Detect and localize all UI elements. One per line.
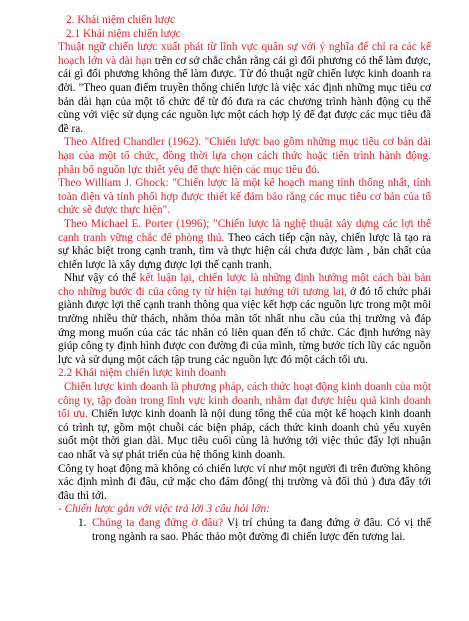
paragraph-conclusion-end: ở đó tổ chức phải giành được lợi thế cạnh tranh thông qua việc kết hợp các nguồn lực trong một môi trường nhiều thử thách, nhằm thỏa mãn tốt nhất nhu cầu của thị trường và đáp ứng mong muốn của các tác nhân có liên quan đến tổ chức. Các định hướng này giúp công ty định hình được con đường đi của mình, từng bước tích lũy các nguồn lực và sử dụng một cách tập trung các nguồn lực đó một cách tối ưu. xyxy=(58,285,431,366)
heading-concept-strategy: 2. Khái niệm chiến lược xyxy=(66,14,176,26)
paragraph-business-strategy xyxy=(58,381,431,463)
subheading-2-2: 2.2 Khái niệm chiến lược kinh doanh xyxy=(58,367,227,380)
paragraph-porter xyxy=(58,218,431,272)
paragraph-company-metaphor: Công ty hoạt động mà không có chiến lược ví như một người đi trên đường không xác định mình đi đâu, cứ mặc cho đám đông( thị trường và đối thủ ) đưa đẩy tới đâu thì tới. xyxy=(58,462,431,502)
list-item-text xyxy=(92,517,431,544)
paragraph-ghock: Theo William J. Ghock: "Chiến lược là một kế hoạch mang tính thống nhất, tính toàn diện và tính phối hợp được thiết kế đảm bảo rằng các mục tiêu cơ bản của tổ chức sẽ được thực hiện". xyxy=(58,177,431,217)
paragraph-three-questions: - Chiến lược gắn với việc trả lời 3 câu hỏi lớn: xyxy=(58,503,270,516)
paragraph-business-strategy-black: Chiến lược kinh doanh là nội dung tổng thể của một kế hoạch kinh doanh có trình tự, gồm một chuỗi các biện pháp, cách thức kinh doanh chủ yếu xuyên suốt một thời gian dài. Mục tiêu cuối cùng là hướng tới việc thúc đẩy lợi nhuận cao nhất và sự phát triển của hệ thống kinh doanh. xyxy=(58,408,431,461)
paragraph-conclusion-red: kết luận lại, chiến lược là những định hướng một cách bài bản cho những bước đi của công ty từ hiện tại hướng tới tương lai, xyxy=(58,272,431,298)
paragraph-business-strategy-red: Chiến lược kinh doanh là phương pháp, cách thức hoạt động kinh doanh của một công ty, tập đoàn trong lĩnh vực kinh doanh, nhằm đạt được hiệu quả kinh doanh tối ưu. xyxy=(58,381,431,421)
list-item xyxy=(58,517,431,544)
paragraph-conclusion-start: Như vậy có thể xyxy=(64,272,140,285)
question-list xyxy=(58,517,431,544)
paragraph-porter-black: Theo cách tiếp cận này, chiến lược là tạo ra sự khác biệt trong cạnh tranh, tìm và thực hiện cái chưa được làm , bản chất của chiến lược là xây dựng được lợi thế cạnh tranh. xyxy=(58,231,432,271)
paragraph-porter-red: Theo Michael E. Porter (1996); "Chiến lược là nghệ thuật xây dựng các lợi thế cạnh tranh vững chắc để phòng thủ. xyxy=(58,217,431,244)
paragraph-conclusion xyxy=(58,272,431,367)
list-number: 1. xyxy=(78,516,87,529)
list-item-answer: Vị trí chúng ta đang đứng ở đâu. Có vị thế trong ngành ra sao. Phác thảo một đường đi chiến lược đến tương lai. xyxy=(92,516,431,543)
paragraph-chandler: Theo Alfred Chandler (1962). "Chiến lược bao gồm những mục tiêu cơ bản dài hạn của một tổ chức, đồng thời lựa chọn cách thức hoặc tiến trình hành động. phân bổ nguồn lực thiết yếu để thực hiện các mục tiêu đó. xyxy=(58,136,431,176)
paragraph-origin-black: trên cơ sở chắc chắn rằng cái gì đối phương có thể làm được, cái gì đối phương không thể làm được. Từ đó thuật ngữ chiến lược kinh doanh ra đời. "Theo quan điểm truyền thống chiến lược là việc xác định những mục tiêu cơ bản dài hạn của một tổ chức để từ đó đưa ra các chương trình hành động cụ thể cùng với việc sử dụng các nguồn lực một cách hợp lý để đạt được các mục tiêu đã đề ra. xyxy=(58,54,431,135)
subheading-2-1: 2.1 Khái niệm chiến lược xyxy=(66,27,181,40)
paragraph-origin-red: Thuật ngữ chiến lược xuất phát từ lĩnh vực quân sự với ý nghĩa để chỉ ra các kế hoạch lớn và dài hạn xyxy=(58,41,431,67)
list-item-question: Chúng ta đang đứng ở đâu? xyxy=(92,516,224,529)
paragraph-origin xyxy=(58,41,431,136)
